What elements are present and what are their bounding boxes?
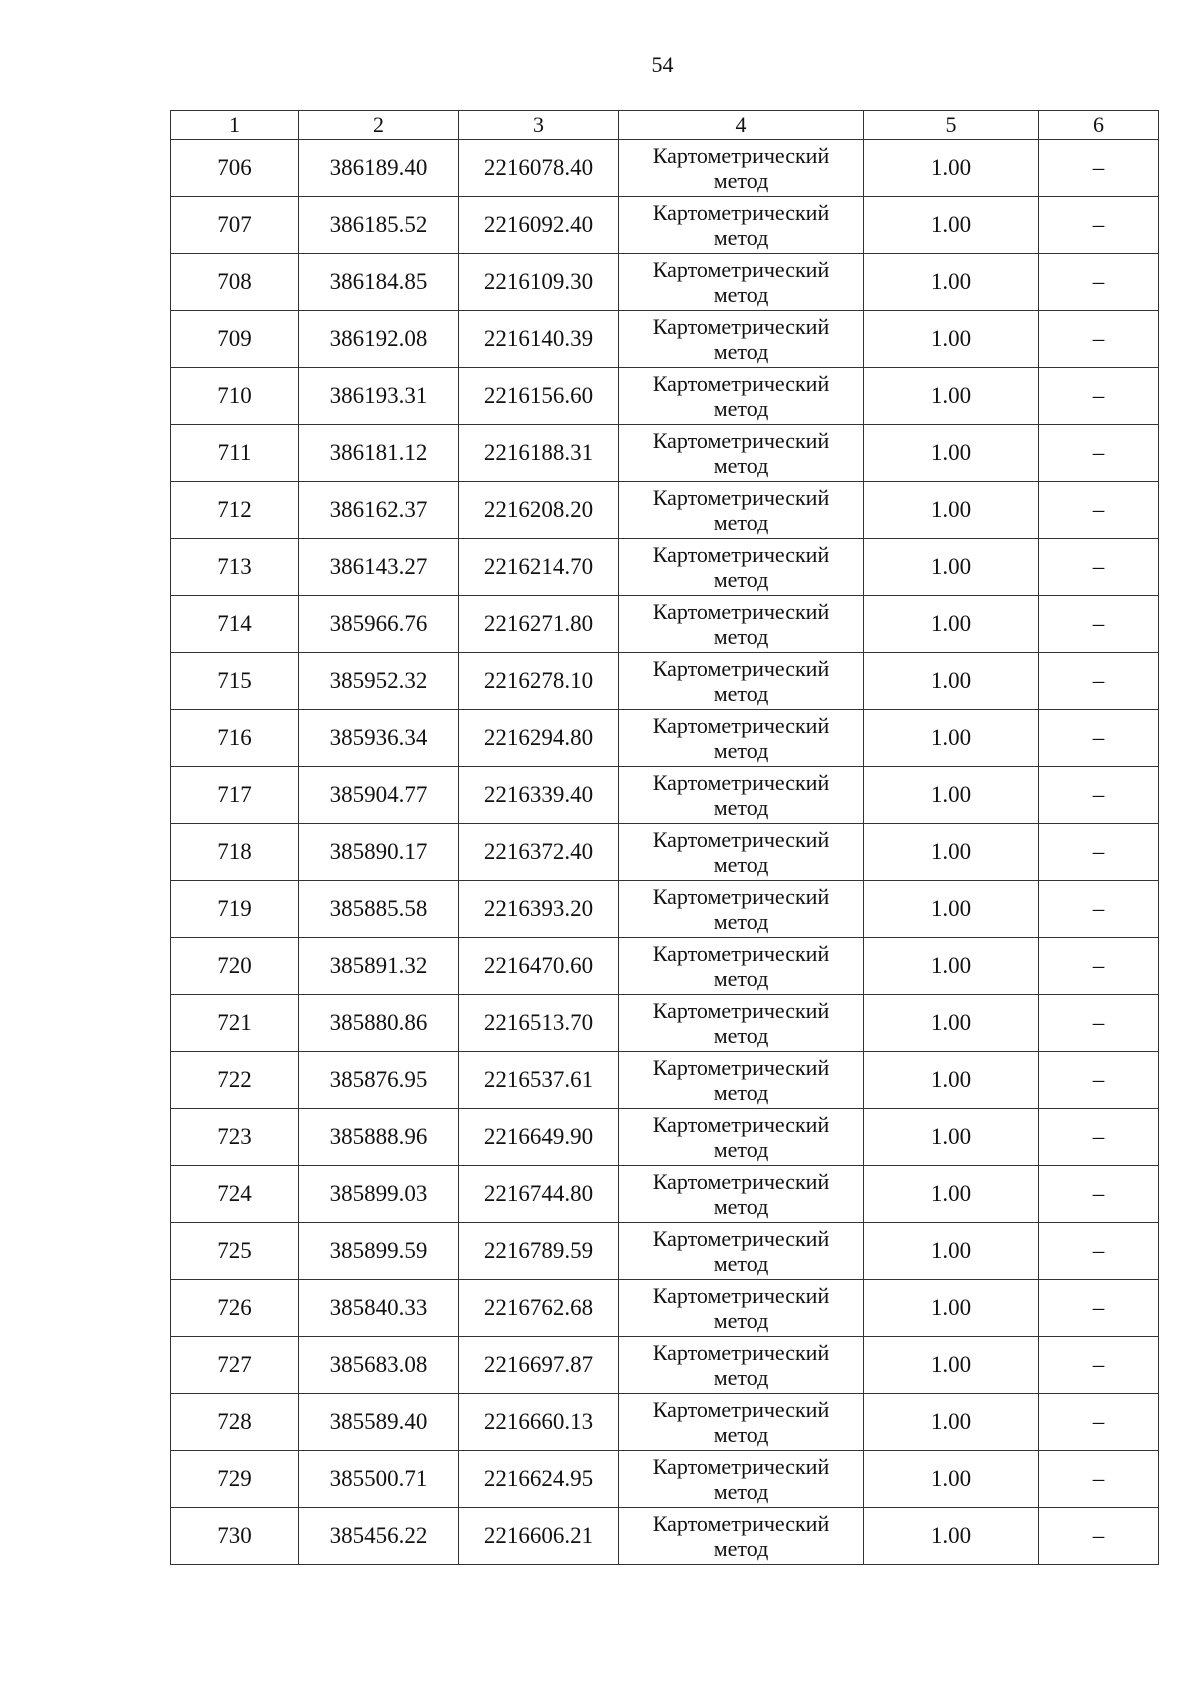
table-row — [171, 938, 1159, 995]
point-number-cell: 709 — [171, 311, 299, 368]
y-coordinate-cell: 2216744.80 — [459, 1166, 619, 1223]
method-text-line: метод — [713, 453, 769, 478]
accuracy-cell: 1.00 — [864, 995, 1039, 1052]
point-number-cell: 720 — [171, 938, 299, 995]
method-text-line: метод — [713, 738, 769, 763]
method-text-line: Картометрический — [652, 314, 830, 339]
note-cell: – — [1039, 1280, 1159, 1337]
point-number-cell: 717 — [171, 767, 299, 824]
accuracy-cell: 1.00 — [864, 1223, 1039, 1280]
method-cell — [619, 710, 864, 767]
table-row — [171, 824, 1159, 881]
x-coordinate-cell: 386189.40 — [299, 140, 459, 197]
point-number-cell: 713 — [171, 539, 299, 596]
accuracy-cell: 1.00 — [864, 1280, 1039, 1337]
table-row — [171, 1052, 1159, 1109]
note-cell: – — [1039, 1451, 1159, 1508]
method-cell — [619, 368, 864, 425]
note-cell: – — [1039, 881, 1159, 938]
table-row — [171, 311, 1159, 368]
table-row — [171, 1280, 1159, 1337]
method-text-line: метод — [713, 852, 769, 877]
header-cell-3: 3 — [459, 111, 619, 140]
accuracy-cell: 1.00 — [864, 881, 1039, 938]
x-coordinate-cell: 385936.34 — [299, 710, 459, 767]
method-text-line: Картометрический — [652, 1226, 830, 1251]
note-cell: – — [1039, 1052, 1159, 1109]
table-row — [171, 1109, 1159, 1166]
y-coordinate-cell: 2216372.40 — [459, 824, 619, 881]
x-coordinate-cell: 385904.77 — [299, 767, 459, 824]
accuracy-cell: 1.00 — [864, 425, 1039, 482]
accuracy-cell: 1.00 — [864, 197, 1039, 254]
method-cell — [619, 881, 864, 938]
x-coordinate-cell: 385885.58 — [299, 881, 459, 938]
point-number-cell: 719 — [171, 881, 299, 938]
note-cell: – — [1039, 425, 1159, 482]
method-text-line: Картометрический — [652, 713, 830, 738]
accuracy-cell: 1.00 — [864, 368, 1039, 425]
table-row — [171, 767, 1159, 824]
method-cell — [619, 1280, 864, 1337]
method-text-line: метод — [713, 909, 769, 934]
note-cell: – — [1039, 1508, 1159, 1565]
method-text-line: метод — [713, 1137, 769, 1162]
x-coordinate-cell: 385500.71 — [299, 1451, 459, 1508]
note-cell: – — [1039, 1223, 1159, 1280]
x-coordinate-cell: 386185.52 — [299, 197, 459, 254]
note-cell: – — [1039, 824, 1159, 881]
point-number-cell: 708 — [171, 254, 299, 311]
x-coordinate-cell: 386162.37 — [299, 482, 459, 539]
accuracy-cell: 1.00 — [864, 653, 1039, 710]
note-cell: – — [1039, 995, 1159, 1052]
method-cell — [619, 539, 864, 596]
method-text-line: метод — [713, 1023, 769, 1048]
x-coordinate-cell: 386192.08 — [299, 311, 459, 368]
table-row — [171, 1223, 1159, 1280]
y-coordinate-cell: 2216109.30 — [459, 254, 619, 311]
method-text-line: метод — [713, 510, 769, 535]
method-text-line: метод — [713, 681, 769, 706]
point-number-cell: 711 — [171, 425, 299, 482]
x-coordinate-cell: 385891.32 — [299, 938, 459, 995]
header-row — [171, 111, 1159, 140]
method-text-line: Картометрический — [652, 257, 830, 282]
method-cell — [619, 140, 864, 197]
x-coordinate-cell: 385589.40 — [299, 1394, 459, 1451]
point-number-cell: 730 — [171, 1508, 299, 1565]
table-row — [171, 539, 1159, 596]
method-text-line: метод — [713, 624, 769, 649]
table-row — [171, 1451, 1159, 1508]
point-number-cell: 727 — [171, 1337, 299, 1394]
point-number-cell: 726 — [171, 1280, 299, 1337]
y-coordinate-cell: 2216470.60 — [459, 938, 619, 995]
method-text-line: Картометрический — [652, 1112, 830, 1137]
table-row — [171, 254, 1159, 311]
table-row — [171, 653, 1159, 710]
method-text-line: Картометрический — [652, 428, 830, 453]
method-cell — [619, 425, 864, 482]
method-cell — [619, 1166, 864, 1223]
method-cell — [619, 1508, 864, 1565]
note-cell: – — [1039, 596, 1159, 653]
method-cell — [619, 311, 864, 368]
table-row — [171, 140, 1159, 197]
note-cell: – — [1039, 482, 1159, 539]
accuracy-cell: 1.00 — [864, 482, 1039, 539]
method-cell — [619, 1394, 864, 1451]
table-row — [171, 995, 1159, 1052]
accuracy-cell: 1.00 — [864, 140, 1039, 197]
method-text-line: Картометрический — [652, 1454, 830, 1479]
y-coordinate-cell: 2216537.61 — [459, 1052, 619, 1109]
accuracy-cell: 1.00 — [864, 1166, 1039, 1223]
accuracy-cell: 1.00 — [864, 311, 1039, 368]
method-cell — [619, 596, 864, 653]
header-cell-5: 5 — [864, 111, 1039, 140]
method-cell — [619, 1451, 864, 1508]
point-number-cell: 707 — [171, 197, 299, 254]
x-coordinate-cell: 385890.17 — [299, 824, 459, 881]
x-coordinate-cell: 386193.31 — [299, 368, 459, 425]
method-text-line: Картометрический — [652, 200, 830, 225]
coordinates-table — [170, 110, 1159, 1565]
table-row — [171, 1337, 1159, 1394]
x-coordinate-cell: 386181.12 — [299, 425, 459, 482]
accuracy-cell: 1.00 — [864, 710, 1039, 767]
y-coordinate-cell: 2216606.21 — [459, 1508, 619, 1565]
point-number-cell: 706 — [171, 140, 299, 197]
table-row — [171, 881, 1159, 938]
method-text-line: Картометрический — [652, 485, 830, 510]
method-cell — [619, 767, 864, 824]
y-coordinate-cell: 2216649.90 — [459, 1109, 619, 1166]
method-text-line: метод — [713, 1251, 769, 1276]
y-coordinate-cell: 2216140.39 — [459, 311, 619, 368]
x-coordinate-cell: 385899.03 — [299, 1166, 459, 1223]
y-coordinate-cell: 2216697.87 — [459, 1337, 619, 1394]
y-coordinate-cell: 2216188.31 — [459, 425, 619, 482]
point-number-cell: 728 — [171, 1394, 299, 1451]
y-coordinate-cell: 2216660.13 — [459, 1394, 619, 1451]
table-row — [171, 1394, 1159, 1451]
method-text-line: Картометрический — [652, 1397, 830, 1422]
y-coordinate-cell: 2216393.20 — [459, 881, 619, 938]
method-text-line: Картометрический — [652, 884, 830, 909]
table-row — [171, 596, 1159, 653]
accuracy-cell: 1.00 — [864, 539, 1039, 596]
method-text-line: метод — [713, 1194, 769, 1219]
y-coordinate-cell: 2216208.20 — [459, 482, 619, 539]
method-text-line: Картометрический — [652, 1340, 830, 1365]
note-cell: – — [1039, 311, 1159, 368]
note-cell: – — [1039, 254, 1159, 311]
table-row — [171, 1508, 1159, 1565]
point-number-cell: 725 — [171, 1223, 299, 1280]
y-coordinate-cell: 2216214.70 — [459, 539, 619, 596]
header-cell-6: 6 — [1039, 111, 1159, 140]
method-text-line: Картометрический — [652, 542, 830, 567]
page-number: 54 — [651, 52, 674, 77]
y-coordinate-cell: 2216092.40 — [459, 197, 619, 254]
method-text-line: метод — [713, 225, 769, 250]
table-row — [171, 425, 1159, 482]
method-cell — [619, 824, 864, 881]
accuracy-cell: 1.00 — [864, 824, 1039, 881]
method-text-line: метод — [713, 339, 769, 364]
header-cell-2: 2 — [299, 111, 459, 140]
method-text-line: метод — [713, 1536, 769, 1561]
y-coordinate-cell: 2216789.59 — [459, 1223, 619, 1280]
method-text-line: Картометрический — [652, 371, 830, 396]
accuracy-cell: 1.00 — [864, 1394, 1039, 1451]
x-coordinate-cell: 385966.76 — [299, 596, 459, 653]
method-cell — [619, 254, 864, 311]
method-text-line: метод — [713, 795, 769, 820]
method-text-line: метод — [713, 282, 769, 307]
method-text-line: метод — [713, 966, 769, 991]
x-coordinate-cell: 385952.32 — [299, 653, 459, 710]
header-cell-1: 1 — [171, 111, 299, 140]
accuracy-cell: 1.00 — [864, 1337, 1039, 1394]
y-coordinate-cell: 2216762.68 — [459, 1280, 619, 1337]
table-header — [171, 111, 1159, 140]
table-row — [171, 710, 1159, 767]
method-text-line: Картометрический — [652, 656, 830, 681]
table-row — [171, 1166, 1159, 1223]
note-cell: – — [1039, 653, 1159, 710]
accuracy-cell: 1.00 — [864, 1508, 1039, 1565]
note-cell: – — [1039, 539, 1159, 596]
method-text-line: метод — [713, 1308, 769, 1333]
note-cell: – — [1039, 1394, 1159, 1451]
x-coordinate-cell: 385683.08 — [299, 1337, 459, 1394]
point-number-cell: 716 — [171, 710, 299, 767]
method-text-line: метод — [713, 1422, 769, 1447]
method-text-line: Картометрический — [652, 827, 830, 852]
accuracy-cell: 1.00 — [864, 254, 1039, 311]
x-coordinate-cell: 385840.33 — [299, 1280, 459, 1337]
method-text-line: метод — [713, 396, 769, 421]
point-number-cell: 712 — [171, 482, 299, 539]
x-coordinate-cell: 385888.96 — [299, 1109, 459, 1166]
point-number-cell: 729 — [171, 1451, 299, 1508]
x-coordinate-cell: 385880.86 — [299, 995, 459, 1052]
point-number-cell: 723 — [171, 1109, 299, 1166]
method-cell — [619, 938, 864, 995]
method-text-line: Картометрический — [652, 1511, 830, 1536]
note-cell: – — [1039, 1337, 1159, 1394]
method-text-line: метод — [713, 1479, 769, 1504]
point-number-cell: 722 — [171, 1052, 299, 1109]
method-text-line: Картометрический — [652, 1055, 830, 1080]
method-text-line: метод — [713, 567, 769, 592]
accuracy-cell: 1.00 — [864, 596, 1039, 653]
point-number-cell: 718 — [171, 824, 299, 881]
y-coordinate-cell: 2216156.60 — [459, 368, 619, 425]
method-text-line: метод — [713, 1080, 769, 1105]
point-number-cell: 724 — [171, 1166, 299, 1223]
x-coordinate-cell: 385876.95 — [299, 1052, 459, 1109]
note-cell: – — [1039, 1109, 1159, 1166]
point-number-cell: 721 — [171, 995, 299, 1052]
y-coordinate-cell: 2216278.10 — [459, 653, 619, 710]
y-coordinate-cell: 2216339.40 — [459, 767, 619, 824]
method-text-line: Картометрический — [652, 941, 830, 966]
x-coordinate-cell: 385899.59 — [299, 1223, 459, 1280]
x-coordinate-cell: 385456.22 — [299, 1508, 459, 1565]
method-text-line: метод — [713, 168, 769, 193]
method-cell — [619, 197, 864, 254]
x-coordinate-cell: 386143.27 — [299, 539, 459, 596]
accuracy-cell: 1.00 — [864, 1109, 1039, 1166]
note-cell: – — [1039, 767, 1159, 824]
y-coordinate-cell: 2216271.80 — [459, 596, 619, 653]
accuracy-cell: 1.00 — [864, 938, 1039, 995]
y-coordinate-cell: 2216624.95 — [459, 1451, 619, 1508]
y-coordinate-cell: 2216513.70 — [459, 995, 619, 1052]
method-text-line: Картометрический — [652, 1169, 830, 1194]
method-cell — [619, 1109, 864, 1166]
accuracy-cell: 1.00 — [864, 1052, 1039, 1109]
point-number-cell: 710 — [171, 368, 299, 425]
table-body — [171, 140, 1159, 1565]
y-coordinate-cell: 2216078.40 — [459, 140, 619, 197]
note-cell: – — [1039, 140, 1159, 197]
point-number-cell: 714 — [171, 596, 299, 653]
note-cell: – — [1039, 710, 1159, 767]
method-text-line: метод — [713, 1365, 769, 1390]
method-cell — [619, 1337, 864, 1394]
table-row — [171, 482, 1159, 539]
accuracy-cell: 1.00 — [864, 767, 1039, 824]
note-cell: – — [1039, 368, 1159, 425]
note-cell: – — [1039, 938, 1159, 995]
note-cell: – — [1039, 197, 1159, 254]
table-row — [171, 368, 1159, 425]
note-cell: – — [1039, 1166, 1159, 1223]
method-cell — [619, 1223, 864, 1280]
method-text-line: Картометрический — [652, 770, 830, 795]
point-number-cell: 715 — [171, 653, 299, 710]
method-cell — [619, 995, 864, 1052]
method-text-line: Картометрический — [652, 143, 830, 168]
method-cell — [619, 482, 864, 539]
method-text-line: Картометрический — [652, 998, 830, 1023]
method-text-line: Картометрический — [652, 1283, 830, 1308]
table-row — [171, 197, 1159, 254]
accuracy-cell: 1.00 — [864, 1451, 1039, 1508]
method-cell — [619, 1052, 864, 1109]
header-cell-4: 4 — [619, 111, 864, 140]
y-coordinate-cell: 2216294.80 — [459, 710, 619, 767]
method-text-line: Картометрический — [652, 599, 830, 624]
method-cell — [619, 653, 864, 710]
x-coordinate-cell: 386184.85 — [299, 254, 459, 311]
